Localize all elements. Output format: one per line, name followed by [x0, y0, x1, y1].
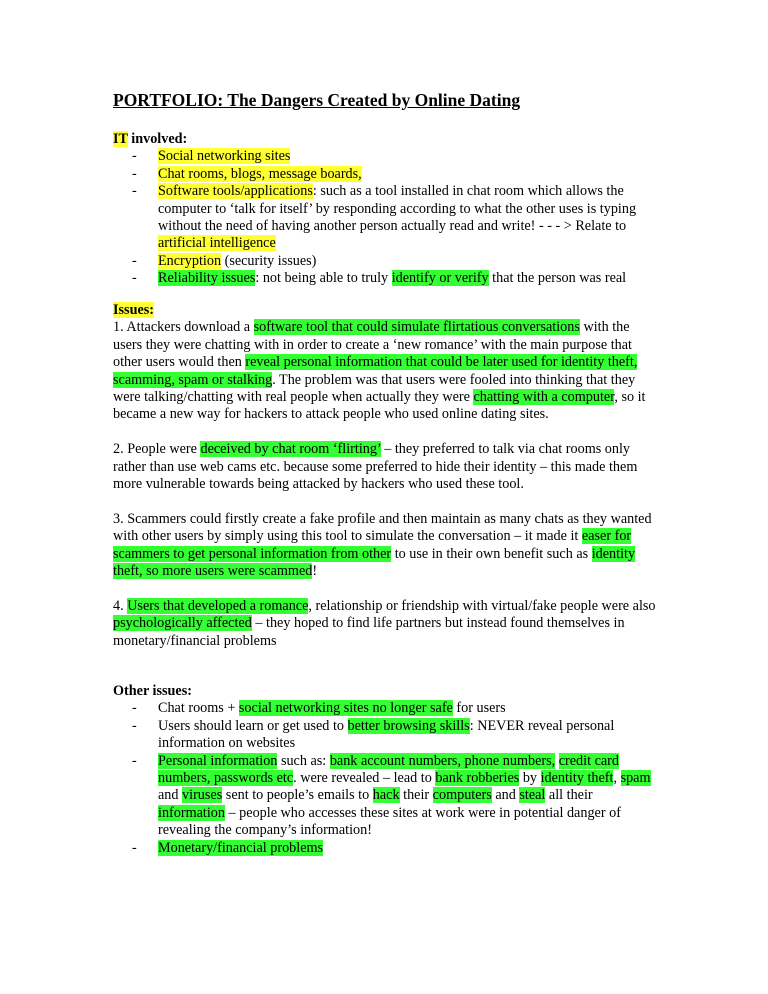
list-item [113, 253, 658, 270]
text-run: for users [452, 700, 506, 717]
text-run: 3. Scammers could firstly create a fake profile and then maintain as many chats as they wanted with other users by simply using this tool to simulate the conversation – it made it [113, 510, 652, 545]
paragraph [113, 319, 658, 423]
text-run: their [399, 787, 433, 804]
highlighted-text: identity theft [540, 770, 614, 787]
it-heading-rest: involved: [127, 131, 188, 147]
highlighted-text: psychologically affected [113, 615, 252, 632]
other-issues-heading: Other issues: [113, 683, 192, 699]
text-run: with the users they were chatting with in order to create a ‘new romance’ with the main purpose that other users would then [113, 319, 632, 371]
list-item [113, 753, 658, 840]
text-run: such as: [277, 752, 330, 769]
text-run: : such as a tool installed in chat room which allows the computer to ‘talk for itself’ by responding according to what the other uses is typing without the need of having another person actually read and write! - - - > Relate to [158, 183, 637, 235]
issues-section [113, 302, 658, 667]
paragraph [113, 511, 658, 581]
highlighted-text: computers [432, 787, 492, 804]
list-item [113, 700, 658, 717]
highlighted-text: identify or verify [391, 270, 489, 287]
list-item [113, 840, 658, 857]
highlighted-text: chatting with a computer [473, 389, 615, 406]
text-run: Chat rooms + [158, 700, 239, 717]
text-run: 4. [113, 597, 128, 614]
highlighted-text: information [158, 804, 225, 821]
text-run: . The problem was that users were fooled into thinking that they were talking/chatting with real people when actually they were [113, 371, 636, 406]
highlighted-text: identity theft, so more users were scammed [113, 545, 636, 580]
it-heading-highlight: IT [113, 131, 128, 147]
highlighted-text: better browsing skills [347, 717, 470, 734]
highlighted-text: software tool that could simulate flirtatious conversations [253, 319, 580, 336]
text-run: – they hoped to find life partners but instead found themselves in monetary/financial problems [113, 615, 625, 649]
highlighted-text: Reliability issues [158, 270, 256, 287]
it-involved-section [113, 131, 658, 288]
highlighted-text: Chat rooms, blogs, message boards, [158, 165, 362, 182]
paragraph [113, 441, 658, 493]
text-run: to use in their own benefit such as [391, 545, 592, 562]
highlighted-text: steal [519, 787, 546, 804]
page-title: PORTFOLIO: The Dangers Created by Online Dating [113, 90, 521, 110]
text-run: 1. Attackers download a [113, 319, 254, 336]
highlighted-text: reveal personal information that could be later used for identity theft, scamming, spam or stalking [113, 354, 638, 388]
text-run: sent to people’s emails to [222, 787, 373, 804]
list-item [113, 148, 658, 165]
text-run: by [519, 770, 541, 787]
text-run: 2. People were [113, 441, 201, 458]
highlighted-text: easer for scammers to get personal information from other [113, 528, 632, 562]
highlighted-text: Monetary/financial problems [158, 839, 324, 856]
highlighted-text: Personal information [158, 752, 278, 769]
other-issues-list [113, 700, 658, 857]
list-item [113, 270, 658, 287]
text-run: all their [545, 787, 593, 804]
highlighted-text: hack [372, 787, 400, 804]
issues-heading [113, 302, 658, 319]
it-involved-list [113, 148, 658, 287]
highlighted-text: Encryption [158, 252, 222, 269]
text-run: (security issues) [221, 252, 317, 269]
text-run: ! [312, 563, 318, 580]
text-run: Users should learn or get used to [158, 717, 348, 734]
list-item [113, 718, 658, 753]
text-run: that the person was real [488, 270, 627, 287]
highlighted-text: deceived by chat room ‘flirting’ [200, 441, 381, 458]
highlighted-text: social networking sites no longer safe [238, 700, 453, 717]
text-run: – they preferred to talk via chat rooms only rather than use web cams etc. because some preferred to hide their identity – this made them more vulnerable towards being attacked by hackers who used these tool. [113, 441, 638, 493]
text-run: : NEVER reveal personal information on websites [158, 717, 615, 752]
highlighted-text: bank robberies [435, 770, 520, 787]
highlighted-text: Social networking sites [158, 148, 291, 165]
highlighted-text: Software tools/applications [158, 183, 313, 200]
issues-heading-text: Issues: [113, 302, 154, 318]
highlighted-text: credit card numbers, passwords etc [158, 752, 619, 787]
highlighted-text: Users that developed a romance [127, 597, 309, 614]
other-issues-section [113, 683, 658, 857]
highlighted-text: bank account numbers, phone numbers, [329, 752, 556, 769]
text-run: , relationship or friendship with virtual/fake people were also [308, 597, 656, 614]
highlighted-text: spam [620, 770, 651, 787]
paragraph [113, 598, 658, 650]
text-run: : not being able to truly [255, 270, 392, 287]
text-run: and [158, 787, 183, 804]
highlighted-text: artificial intelligence [158, 235, 276, 252]
list-item [113, 183, 658, 253]
list-item [113, 166, 658, 183]
it-involved-heading [113, 131, 658, 148]
text-run: and [491, 787, 520, 804]
text-run: . were revealed – lead to [293, 770, 436, 787]
text-run: , [613, 770, 621, 787]
text-run: , so it became a new way for hackers to attack people who used online dating sites. [113, 389, 646, 423]
text-run: – people who accesses these sites at work were in potential danger of revealing the company’s information! [158, 804, 621, 839]
highlighted-text: viruses [182, 787, 223, 804]
